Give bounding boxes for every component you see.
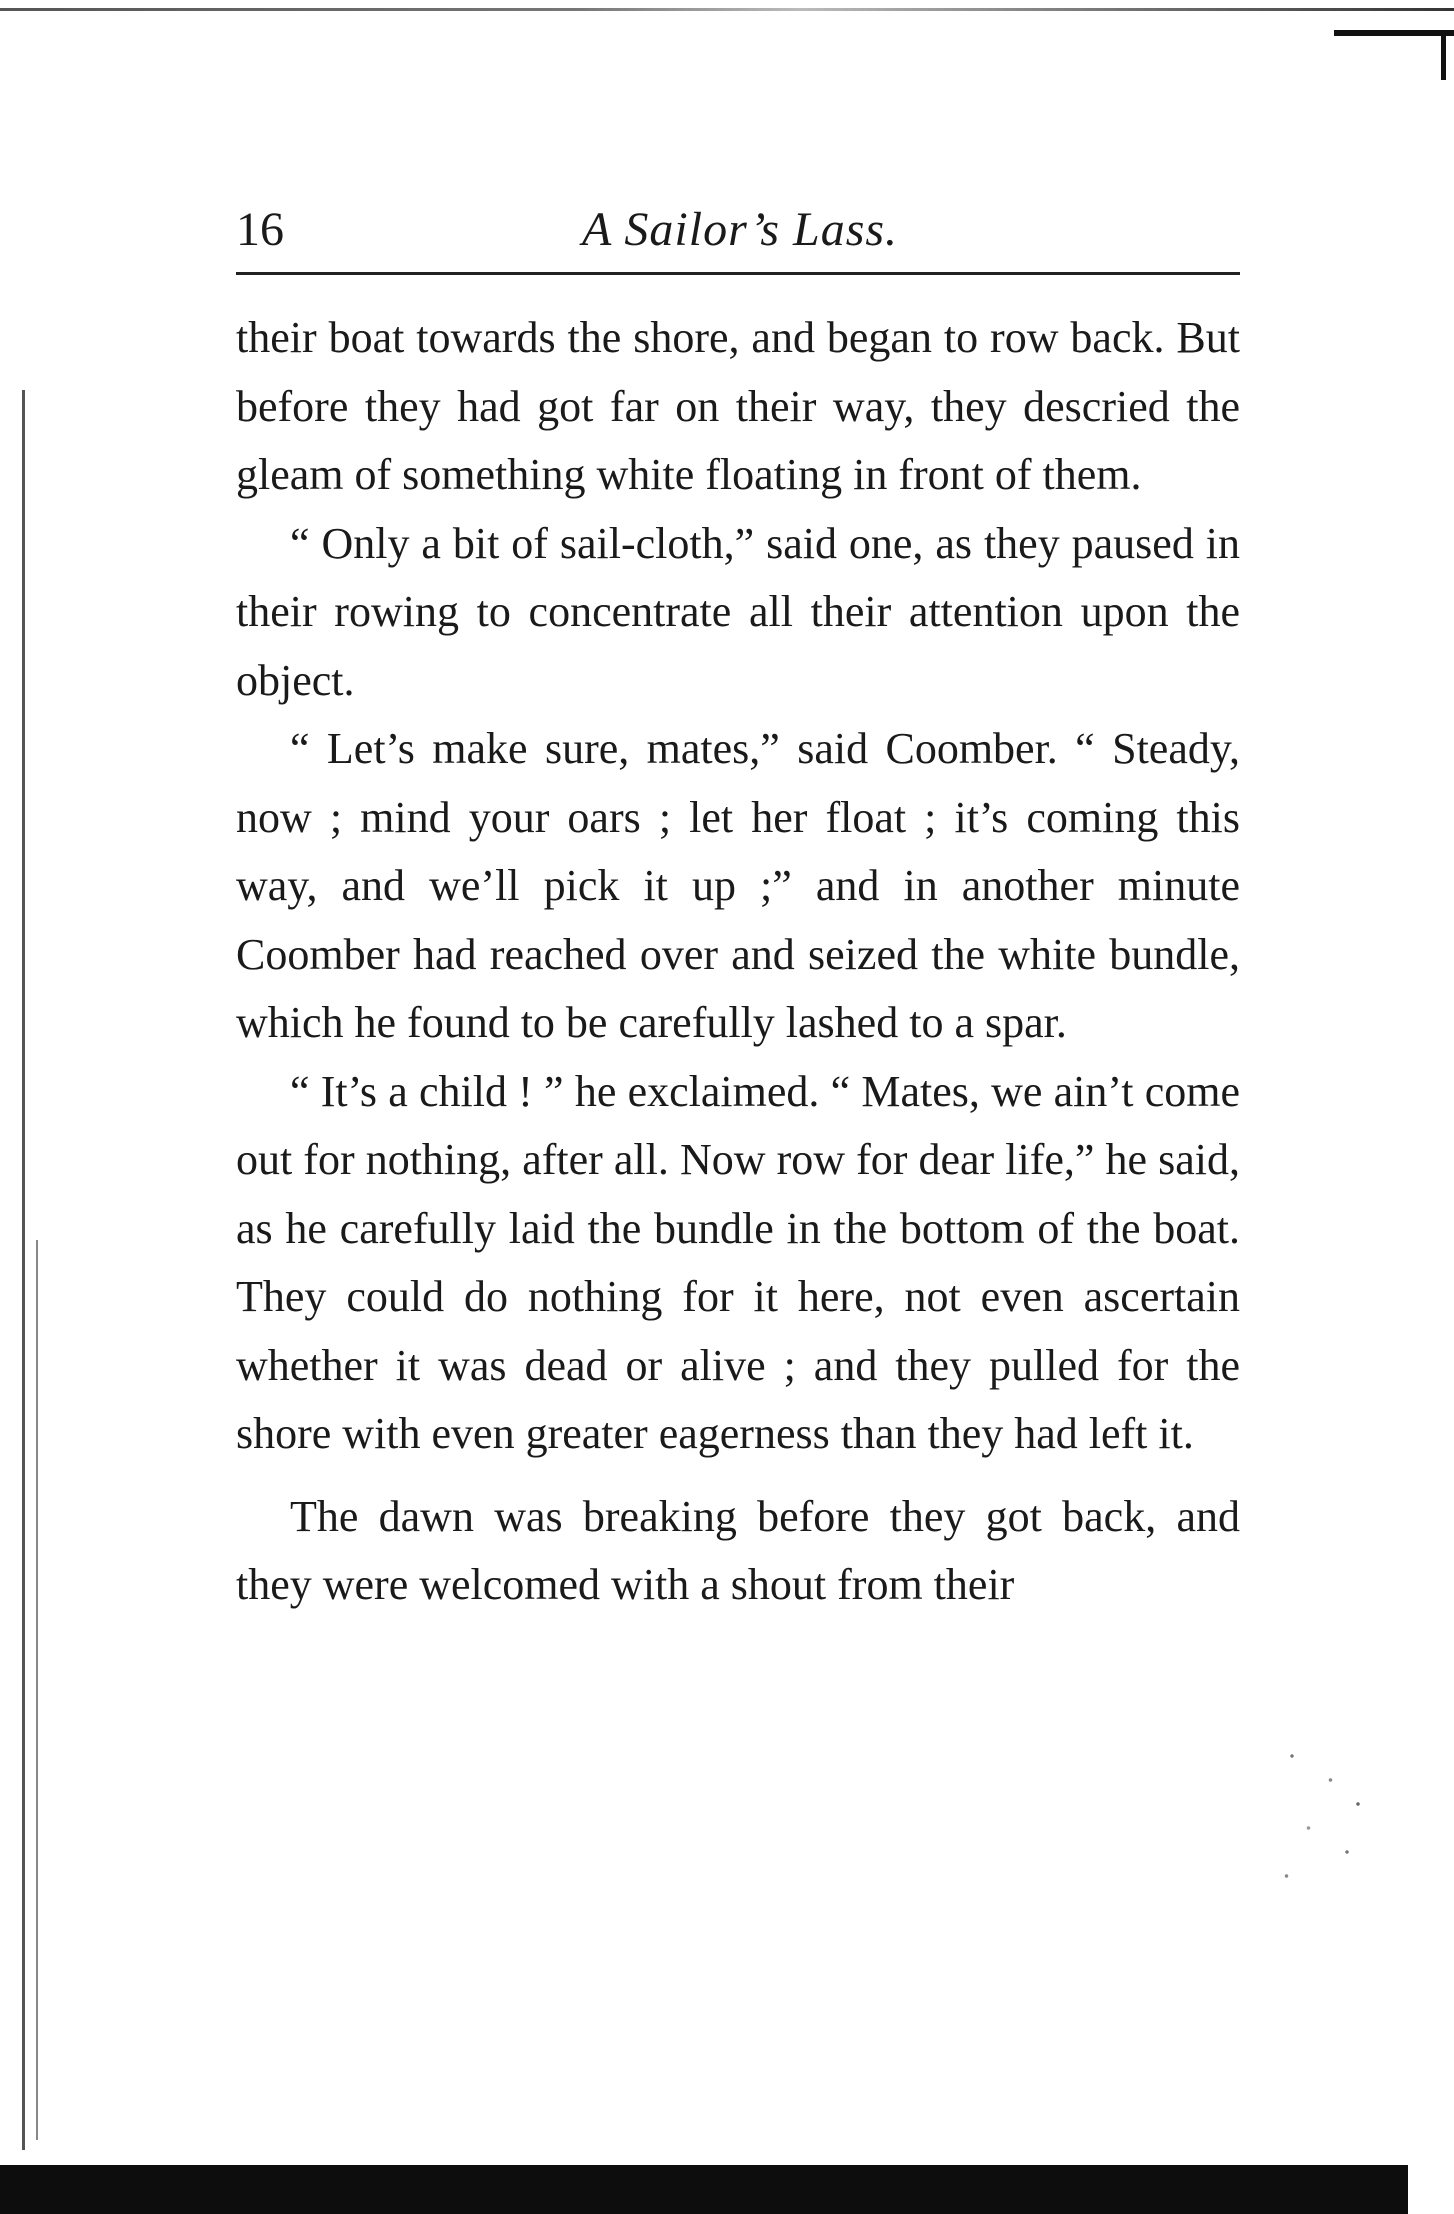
- body-text: [236, 304, 1240, 1620]
- scan-bottom-shadow: [0, 2165, 1408, 2214]
- paragraph: “ Only a bit of sail-cloth,” said one, as they paused in their rowing to concentrate all their attention upon the object.: [236, 518, 1240, 705]
- page-corner-edge: [1441, 30, 1446, 80]
- page-corner-shadow: [1334, 30, 1454, 36]
- page-top-edge: [0, 8, 1454, 11]
- page-gutter-edge-inner: [36, 1240, 38, 2140]
- paper-specks: [1270, 1740, 1380, 1900]
- header-rule: [236, 272, 1240, 275]
- book-title: A Sailor’s Lass.: [581, 203, 899, 256]
- page-number: 16: [236, 203, 284, 256]
- paragraph: “ Let’s make sure, mates,” said Coomber. “ Steady, now ; mind your oars ; let her float ; it’s coming this way, and we’ll pick it up ;” and in another minute Coomber had reached over and seized the white bundle, which he found to be carefully lashed to a spar.: [236, 724, 1240, 1047]
- paragraph: “ It’s a child ! ” he exclaimed. “ Mates, we ain’t come out for nothing, after all. Now row for dear life,” he said, as he carefully laid the bundle in the bottom of the boat. They could do nothing for it here, not even ascertain whether it was dead or alive ; and they pulled for the shore with even greater eagerness than they had left it.: [236, 1066, 1240, 1458]
- page-gutter-edge: [22, 390, 25, 2150]
- paragraph: The dawn was breaking before they got back, and they were welcomed with a shout from their: [236, 1491, 1240, 1609]
- paragraph: their boat towards the shore, and began to row back. But before they had got far on their way, they descried the gleam of something white floating in front of them.: [236, 313, 1240, 499]
- running-head: [236, 198, 1244, 262]
